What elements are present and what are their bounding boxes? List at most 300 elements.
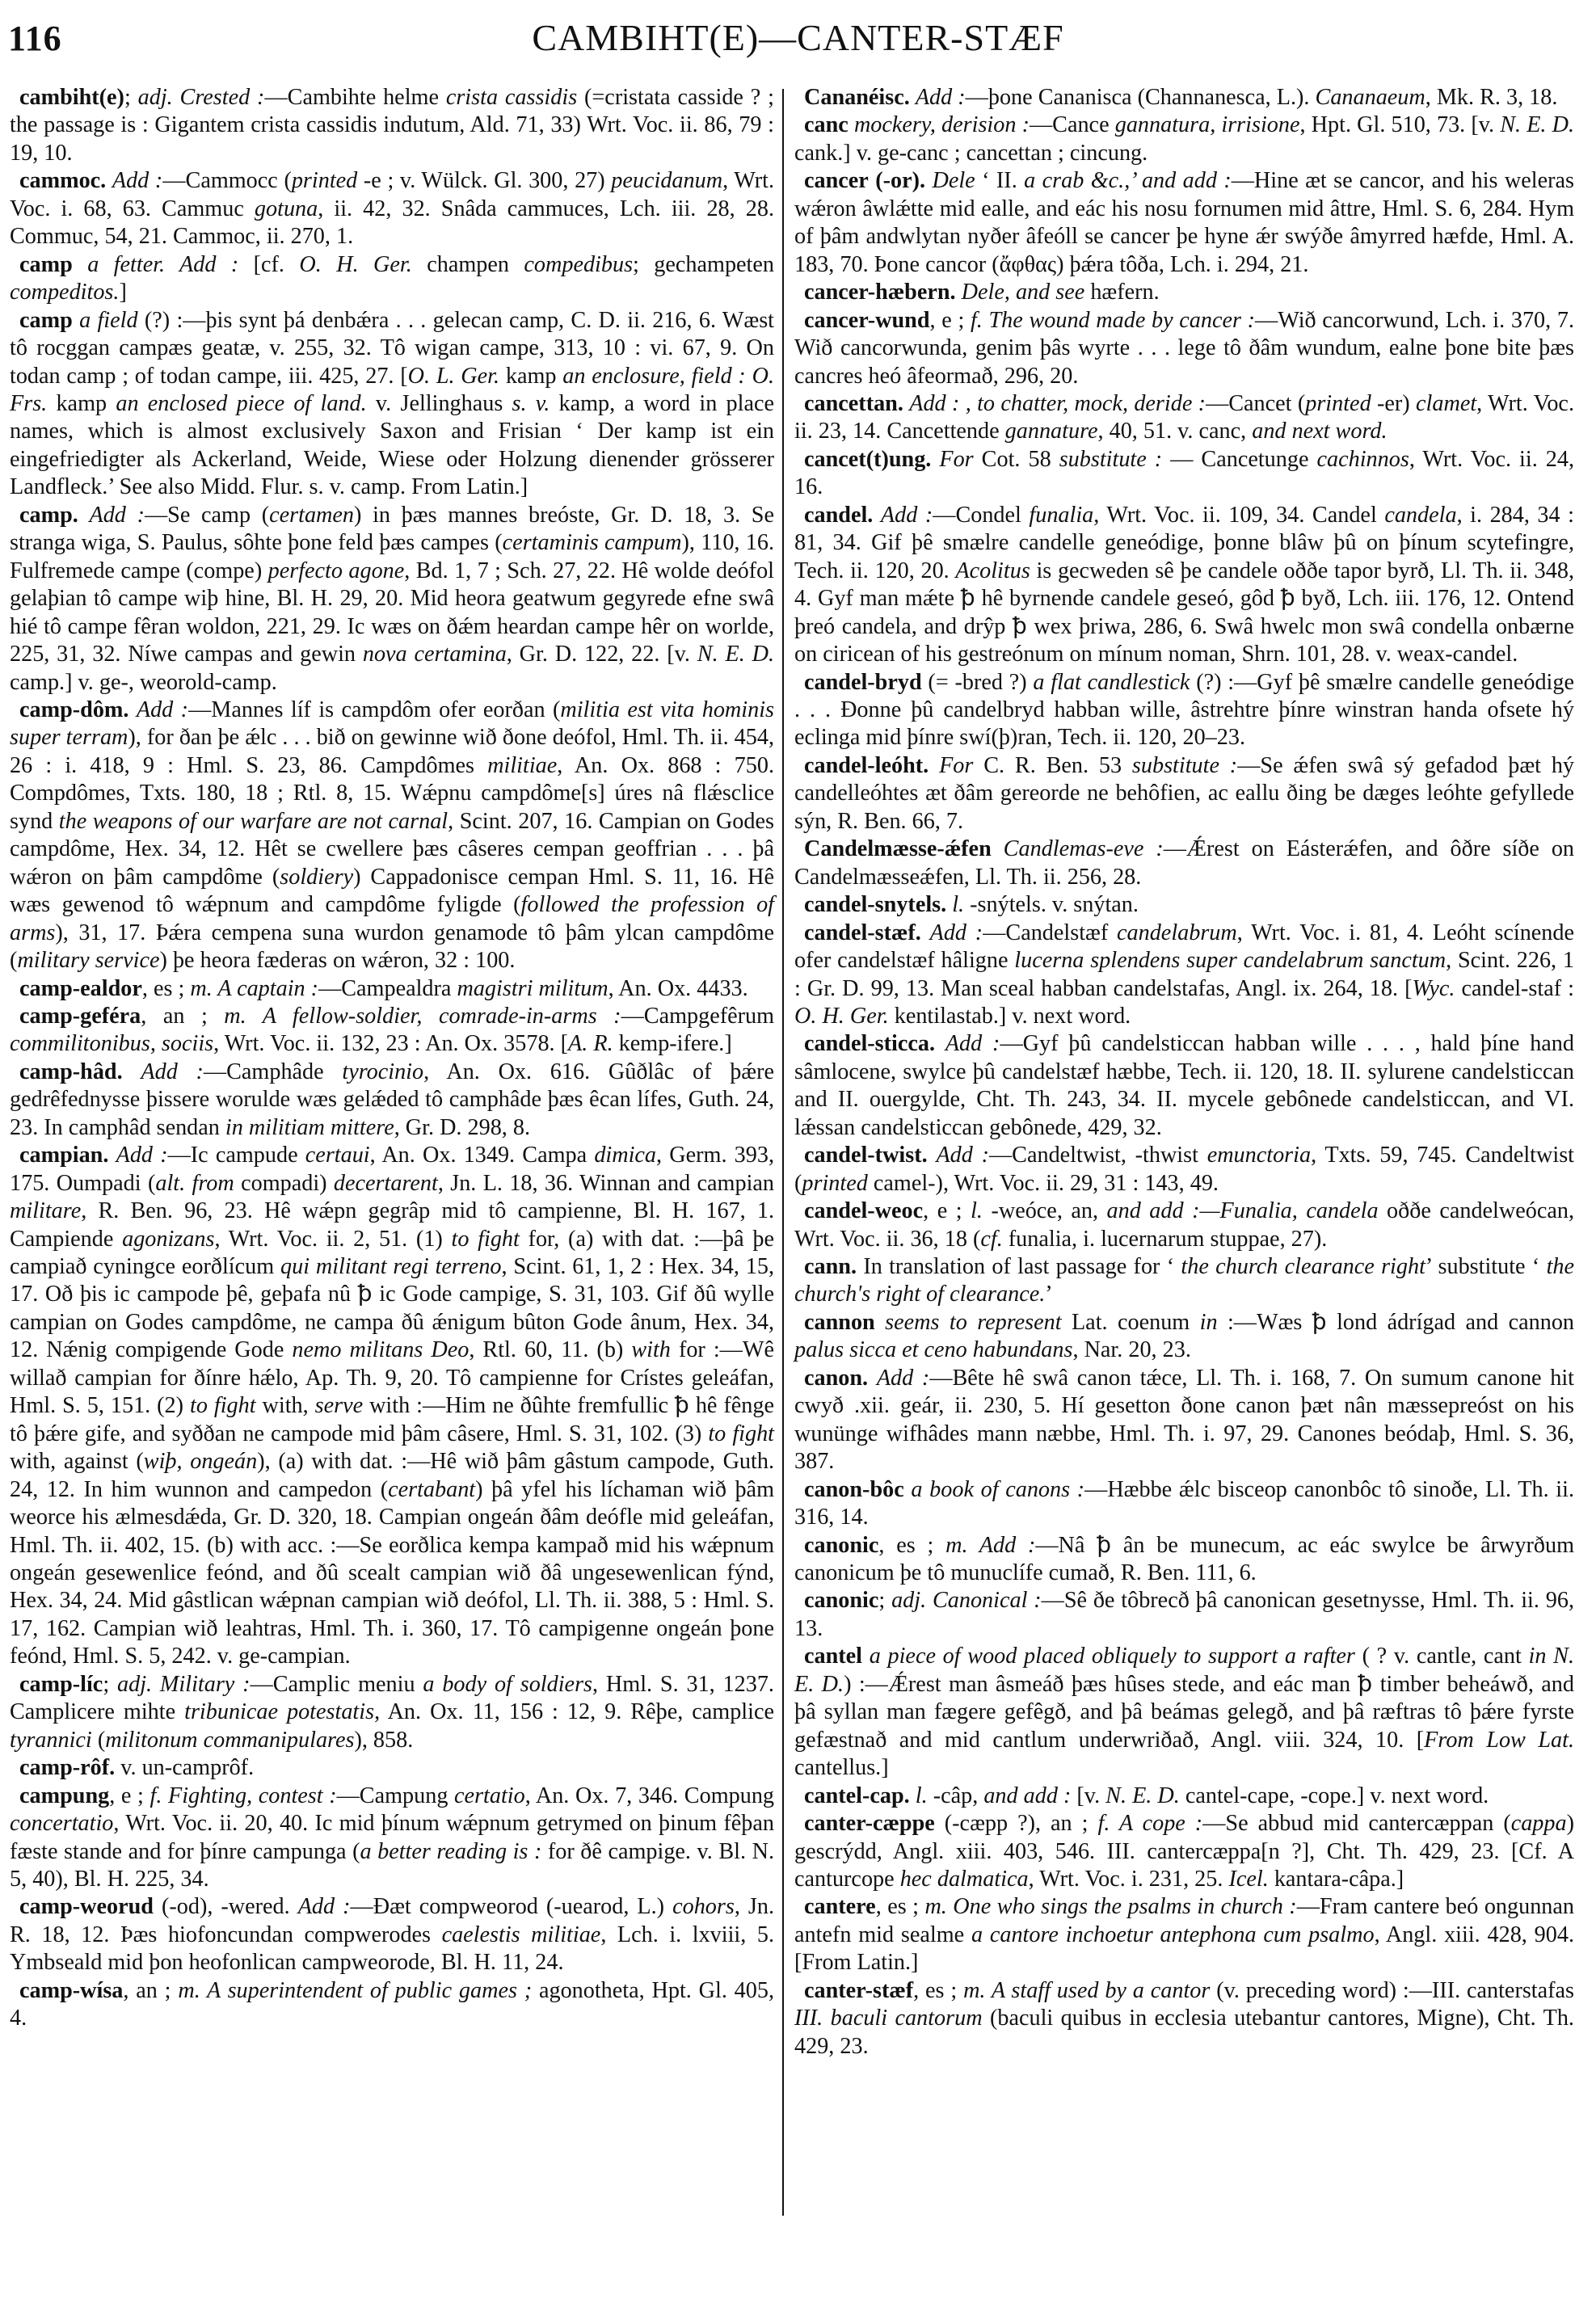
- italic-text: emunctoria: [1206, 1143, 1312, 1168]
- entry-text: , Txts. 59, 745. Candeltwist (: [794, 1143, 1575, 1196]
- headword: cammoc.: [19, 168, 107, 194]
- italic-text: in N. E. D.: [794, 1644, 1574, 1697]
- entry-text: , Mk. R. 3, 18.: [1425, 85, 1558, 110]
- italic-text: lucerna splendens super candelabrum sanctum: [1014, 948, 1447, 974]
- italic-text: N. E. D.: [1105, 1783, 1180, 1808]
- entry-text: , An. Ox. 4433.: [608, 975, 748, 1001]
- italic-text: and add :: [983, 1783, 1072, 1808]
- entry-text: , Wrt. Voc. ii. 24, 16.: [794, 446, 1575, 500]
- italic-text: and add :—Funalia, candela: [1106, 1198, 1379, 1224]
- dictionary-entry: [794, 1643, 1574, 1782]
- entry-text: —Ic campude: [167, 1143, 305, 1168]
- italic-text: For: [939, 446, 974, 472]
- entry-text: , Bd. 1, 7 ; Sch. 27, 22. Hê wolde deófol gelaþian tô campe wiþ hine, Bl. H. 29, 20. Mid heora geatwum gegyrede efne swâ hié tô campe fêran woldon, 221, 29. Ic wæs on ðǽm heardan campe hêr on worlde, 225, 31, 32. Níwe campas and gewin: [10, 558, 774, 667]
- entry-text: kamp: [499, 363, 563, 389]
- italic-text: Add :: [880, 502, 933, 528]
- headword: canon-bôc: [804, 1476, 904, 1502]
- dictionary-entry: [794, 1810, 1574, 1893]
- dictionary-entry: [794, 1977, 1574, 2061]
- running-head: CAMBIHT(E)—CANTER-STÆF: [532, 17, 1064, 58]
- page-number: 116: [8, 19, 62, 58]
- dictionary-entry: [10, 307, 774, 502]
- italic-text: Dele: [932, 168, 975, 194]
- entry-text: , Nar. 20, 23.: [1072, 1337, 1191, 1363]
- italic-text: a flat candlestick: [1033, 669, 1190, 695]
- headword: canter-cæppe: [804, 1811, 935, 1837]
- italic-text: candelabrum: [1117, 920, 1237, 945]
- dictionary-entry: [794, 891, 1574, 919]
- headword: canc: [804, 112, 849, 138]
- entry-text: ; gechampeten: [633, 251, 774, 277]
- entry-text: , Jn. L. 18, 36. Winnan and campian: [437, 1170, 775, 1196]
- italic-text: decertarent: [333, 1170, 438, 1196]
- entry-text: —Candeltwist, -thwist: [988, 1143, 1207, 1168]
- entry-text: [v.: [1071, 1783, 1106, 1808]
- entry-text: , An. Ox. 616. Gûðlâc of þǽre gedrêfednysse þissere worulde wæs gelǽded tô camphâde þæs êcan lífes, Guth. 24, 23. In camphâd sendan: [10, 1059, 775, 1140]
- entry-text: , Wrt. Voc. ii. 2, 51. (1): [214, 1226, 452, 1252]
- dictionary-entry: [10, 1671, 774, 1754]
- headword: canonic: [804, 1532, 879, 1558]
- entry-text: kamp, a word in place names, which is almost exclusively Saxon and Frisian ‘ Der kamp ist ein eingefriedigter als Ackerland, Weide, Wiese oder Holzung dienender grösserer Landfleck.’ See also Midd. Flur. s. v. camp. From Latin.]: [10, 390, 775, 500]
- dictionary-entry: [794, 1309, 1574, 1365]
- dictionary-entry: [794, 279, 1574, 306]
- entry-text: [869, 168, 875, 193]
- dictionary-entry: [794, 1030, 1574, 1142]
- entry-text: ;: [103, 1671, 118, 1697]
- entry-text: ’: [1045, 1282, 1053, 1307]
- entry-text: , an ;: [141, 1003, 225, 1029]
- entry-text: [931, 447, 939, 472]
- entry-text: [935, 1031, 945, 1056]
- entry-text: [108, 1143, 116, 1168]
- entry-text: kentilastab.] v. next word.: [888, 1003, 1131, 1029]
- entry-text: with :—Him ne ðûhte fremfullic ꝥ hê fênge tô þǽre gife, and syððan ne campode mid þâm câsere, Hml. S. 31, 102. (3): [10, 1393, 774, 1446]
- entry-text: , Wrt. Voc. i. 81, 4. Leóht scínende ofer candelstæf hâligne: [794, 920, 1574, 974]
- italic-text: l.: [971, 1198, 983, 1224]
- entry-text: ( ? v. cantle, cant: [1354, 1644, 1529, 1669]
- italic-text: Candlemas-eve :: [1003, 836, 1164, 862]
- entry-text: ’ substitute ‘: [1425, 1254, 1547, 1280]
- italic-text: compedibus: [524, 251, 634, 277]
- headword: camp.: [19, 502, 78, 528]
- dictionary-entry: [10, 1977, 774, 2033]
- dictionary-entry: [794, 390, 1574, 446]
- entry-text: champen: [411, 251, 524, 277]
- entry-text: ), (a) with dat. :—Hê wið þâm gâstum campode, Guth. 24, 12. In him wunnon and campedon (: [10, 1449, 774, 1502]
- entry-text: candel-staf :: [1455, 975, 1574, 1001]
- entry-text: (?) :—þis synt þá denbǽra . . . gelecan camp, C. D. ii. 216, 6. Wæst tô rocggan campæs geatæ, v. 255, 32. Tô wigan campe, 313, 10 : vi. 67, 9. On todan camp ; of todan campe, iii. 425, 27. [: [10, 307, 774, 389]
- italic-text: Dele, and see: [961, 280, 1085, 305]
- headword: candel-stæf.: [804, 920, 921, 945]
- headword: camp: [19, 307, 73, 333]
- italic-text: a crab &c.,’ and add :: [1024, 168, 1232, 194]
- entry-text: , Wrt. Voc. i. 68, 63. Cammuc: [10, 168, 775, 221]
- dictionary-entry: [10, 697, 774, 975]
- entry-text: kemp-ifere.]: [613, 1031, 732, 1057]
- italic-text: m. A staff used by a cantor: [963, 1977, 1211, 2003]
- italic-text: and next word.: [1252, 419, 1388, 444]
- entry-text: —Campealdra: [318, 975, 457, 1001]
- entry-text: for :—Wê willað campian for ðínre hǽlo, Ap. Th. 9, 20. Tô campienne for Crístes geleáfan, Hml. S. 5, 151. (2): [10, 1337, 774, 1419]
- italic-text: concertatio: [10, 1811, 114, 1837]
- italic-text: wiþ, ongeán: [143, 1449, 258, 1475]
- headword: cancer: [804, 168, 869, 194]
- dictionary-entry: [794, 669, 1574, 752]
- entry-text: —Se camp (: [144, 502, 270, 528]
- italic-text: clamet: [1416, 390, 1477, 416]
- entry-text: —Nâ ꝥ ân be munecum, ac eác swylce be ârwyrðum canonicum þe tô munuclífe cumað, R. Ben. 111, 6.: [794, 1532, 1575, 1586]
- entry-text: , Gr. D. 298, 8.: [394, 1114, 531, 1140]
- entry-text: ;: [878, 1588, 892, 1614]
- entry-text: ), 110, 16. Fulfremede campe (compe): [10, 530, 774, 583]
- entry-text: ) Cappadonisce cempan Hml. S. 11, 16. Hê wæs gewenod tô wǽpnum and campdôme fyligde (: [10, 864, 775, 918]
- italic-text: a better reading is :: [360, 1838, 542, 1864]
- italic-text: with: [631, 1337, 671, 1363]
- italic-text: cachinnos: [1316, 446, 1409, 472]
- italic-text: certabant: [388, 1476, 476, 1502]
- entry-text: with, against (: [10, 1449, 144, 1475]
- headword: camp-rôf.: [19, 1755, 116, 1781]
- italic-text: a body of soldiers: [423, 1671, 593, 1697]
- entry-text: , Wrt. Voc. ii. 109, 34. Candel: [1093, 502, 1385, 528]
- headword: candel-snytels.: [804, 892, 947, 918]
- italic-text: printed: [802, 1170, 868, 1196]
- entry-text: [106, 168, 112, 193]
- dictionary-entry: [794, 446, 1574, 502]
- headword: candel-bryd: [804, 669, 922, 695]
- entry-text: —Se ǽfen swâ sý gefadod þæt hý candelleóhtes æt ðâm gereorde ne behôfien, ac eallu ðing be dæges leóhte gefyllede sýn, R. Ben. 66, 7.: [794, 752, 1575, 834]
- entry-text: —Camphâde: [203, 1059, 343, 1084]
- entry-text: (?) :—Gyf þê smælre candelle geneódige . . . Ðonne þû candelbryd habban wille, âstrehtre þínre winstran handa ofsete hý eclinga mid þínre swí(þ)ran, Tech. ii. 120, 20–23.: [794, 669, 1574, 751]
- entry-text: (-cæpp ?), an ;: [934, 1811, 1098, 1837]
- entry-text: , es ;: [878, 1532, 946, 1558]
- entry-text: [929, 753, 939, 778]
- entry-text: [910, 85, 916, 110]
- italic-text: m. Add :: [945, 1532, 1036, 1558]
- italic-text: A. R.: [568, 1031, 613, 1057]
- italic-text: f. The wound made by cancer :: [970, 307, 1256, 333]
- entry-text: agonotheta, Hpt. Gl. 405, 4.: [10, 1977, 775, 2031]
- italic-text: From Low Lat.: [1424, 1727, 1574, 1753]
- entry-text: [73, 252, 87, 277]
- entry-text: [868, 1366, 877, 1391]
- entry-text: —Ǽrest on Eásterǽfen, and ôðre síðe on Candelmæsseǽfen, Ll. Th. ii. 256, 28.: [794, 836, 1575, 890]
- headword: campung: [19, 1783, 110, 1808]
- entry-text: , Jn. R. 18, 12. Þæs hiofoncundan compwerodes: [10, 1894, 774, 1947]
- italic-text: Wyc.: [1412, 975, 1455, 1001]
- italic-text: an enclosed piece of land.: [116, 390, 367, 416]
- italic-text: For: [939, 752, 974, 778]
- entry-text: —Campung: [336, 1783, 455, 1808]
- dictionary-entry: [10, 84, 774, 167]
- italic-text: printed: [1305, 390, 1371, 416]
- italic-text: O. L. Ger.: [407, 363, 500, 389]
- dictionary-entry: [10, 1783, 774, 1894]
- entry-text: —Cambihte helme: [264, 85, 446, 110]
- italic-text: funalia: [1029, 502, 1094, 528]
- italic-text: certatio: [454, 1783, 525, 1808]
- italic-text: alt. from: [155, 1170, 234, 1196]
- entry-text: —Condel: [933, 502, 1030, 528]
- entry-text: , Hpt. Gl. 510, 73. [v.: [1299, 112, 1501, 138]
- entry-text: , es ;: [913, 1977, 964, 2003]
- entry-text: camel-), Wrt. Voc. ii. 29, 31 : 143, 49.: [867, 1170, 1219, 1196]
- entry-text: oððe candelweócan, Wrt. Voc. ii. 36, 18 (: [794, 1198, 1575, 1252]
- dictionary-entry: [794, 167, 1574, 279]
- italic-text: magistri militum: [457, 975, 609, 1001]
- entry-text: , e ;: [109, 1783, 150, 1808]
- entry-text: funalia, i. lucernarum stuppae, 27).: [1002, 1226, 1328, 1252]
- entry-text: ) gescrýdd, Angl. xiii. 403, 546. III. cantercæppa[n ?], Cht. Th. 429, 23. [Cf. A canturcope: [794, 1811, 1574, 1892]
- entry-text: for ðê campige. v. Bl. N. 5, 40), Bl. H. 225, 34.: [10, 1838, 775, 1892]
- dictionary-entry: [794, 1142, 1574, 1198]
- italic-text: caelestis militiae: [441, 1922, 601, 1947]
- entry-text: —þone Cananisca (Channanesca, L.).: [965, 85, 1316, 110]
- italic-text: to fight: [451, 1226, 520, 1252]
- entry-text: compadi): [234, 1170, 334, 1196]
- italic-text: tyrocinio: [342, 1059, 424, 1084]
- entry-text: cank.] v. ge-canc ; cancettan ; cincung.: [794, 140, 1148, 166]
- entry-text: —Candelstæf: [983, 920, 1118, 945]
- dictionary-entry: [794, 1893, 1574, 1976]
- dictionary-entry: [794, 112, 1574, 167]
- entry-text: [873, 503, 881, 528]
- headword: camp-dôm.: [19, 697, 129, 722]
- entry-text: , 40, 51. v. canc,: [1097, 419, 1253, 444]
- entry-text: , Wrt. Voc. ii. 23, 14. Cancettende: [794, 390, 1574, 444]
- entry-text: , Scint. 61, 1, 2 : Hex. 34, 15, 17. Oð þis ic campode þê, geþafa nû ꝥ ic Gode campige, S. 31, 103. Gif ðû wylle campian on Godes campdôme, ne campa ðû ǽnigum bûton Gode ânum, Hex. 34, 12. Nǽnig compigende Gode: [10, 1254, 774, 1363]
- headword: cambiht(e): [19, 85, 124, 110]
- italic-text: l.: [952, 892, 965, 918]
- entry-text: —Camplic meniu: [250, 1671, 423, 1697]
- entry-text: , ii. 42, 32. Snâda cammuces, Lch. iii. 28, 28. Commuc, 54, 21. Cammoc, ii. 270, 1.: [10, 196, 774, 250]
- headword: candel-leóht.: [804, 752, 929, 778]
- entry-text: , Wrt. Voc. ii. 20, 40. Ic mid þínum wǽpnum getrymed on þinum fêþan fæste stande and for þínre campunga (: [10, 1811, 774, 1864]
- entry-text: [73, 308, 79, 333]
- entry-text: (-od), -wered.: [153, 1894, 298, 1920]
- entry-text: [910, 1783, 916, 1808]
- entry-text: , es ;: [141, 975, 191, 1001]
- italic-text: Cananaeum: [1315, 85, 1425, 110]
- entry-text: kamp: [47, 390, 116, 416]
- italic-text: m. A superintendent of public games ;: [178, 1977, 533, 2003]
- italic-text: soldiery: [280, 864, 354, 890]
- dictionary-entry: [794, 920, 1574, 1031]
- entry-text: , An. Ox. 7, 346. Compung: [524, 1783, 775, 1808]
- italic-text: Add : , to chatter, mock, deride :: [909, 390, 1206, 416]
- italic-text: s. v.: [512, 390, 550, 416]
- italic-text: the weapons of our warfare are not carnal: [58, 808, 448, 834]
- italic-text: adj. Canonical :: [891, 1588, 1042, 1614]
- italic-text: a field: [79, 307, 138, 333]
- entry-text: [128, 697, 136, 722]
- italic-text: perfecto agone: [267, 558, 405, 583]
- headword: canter-stæf: [804, 1977, 914, 2003]
- entry-text: with,: [255, 1393, 315, 1419]
- entry-text: -câp,: [927, 1783, 984, 1808]
- entry-text: [78, 503, 90, 528]
- italic-text: III. baculi cantorum: [794, 2006, 983, 2031]
- dictionary-entry: [10, 167, 774, 250]
- headword: candel-sticca.: [804, 1031, 936, 1057]
- italic-text: cohors: [672, 1894, 735, 1920]
- entry-text: -er): [1371, 390, 1417, 416]
- italic-text: followed the profession of arms: [10, 892, 775, 945]
- entry-text: [956, 280, 962, 305]
- entry-text: , Germ. 393, 175. Oumpadi (: [10, 1143, 775, 1196]
- italic-text: nova certamina: [362, 642, 507, 667]
- italic-text: certamen: [269, 502, 355, 528]
- entry-text: cantel-cape, -cope.] v. next word.: [1179, 1783, 1489, 1808]
- dictionary-entry: [794, 752, 1574, 836]
- italic-text: tyrannici: [10, 1727, 92, 1753]
- italic-text: tribunicae potestatis: [184, 1699, 375, 1725]
- entry-text: ‘ II.: [975, 168, 1025, 194]
- entry-text: kantara-câpa.]: [1268, 1867, 1404, 1892]
- italic-text: Add :: [945, 1031, 1000, 1057]
- entry-text: , an ;: [123, 1977, 179, 2003]
- italic-text: m. One who sings the psalms in church :: [924, 1894, 1297, 1920]
- entry-text: -e ; v. Wülck. Gl. 300, 27): [357, 168, 612, 194]
- dictionary-entry: [794, 1587, 1574, 1643]
- italic-text: adj. Crested :: [137, 85, 265, 110]
- italic-text: adj. Military :: [117, 1671, 251, 1697]
- entry-text: [875, 1310, 885, 1335]
- entry-text: , Lch. i. lxviii, 5. Ymbseald mid þon heofonlican campweorode, Bl. H. 11, 24.: [10, 1922, 774, 1976]
- italic-text: Add :: [89, 502, 145, 528]
- entry-text: ), for ðan þe ǽlc . . . bið on gewinne wið ðone deófol, Hml. Th. ii. 454, 26 : i. 418, 9 : Hml. S. 23, 86. Campdômes: [10, 725, 774, 778]
- entry-text: — Cancetunge: [1162, 446, 1317, 472]
- entry-text: —Bête hê swâ canon tǽce, Ll. Th. i. 168, 7. On sumum canone hit cwyð .xii. geár, ii. 230, 5. Hí gesetton ðone canon þæt nân mæssepreóst on his wunünge wifhâdes mann næbbe, Hml. Th. i. 97, 29. Canones beódaþ, Hml. S. 36, 387.: [794, 1365, 1575, 1475]
- italic-text: cappa: [1510, 1811, 1567, 1837]
- dictionary-entry: [794, 1783, 1574, 1810]
- entry-text: C. R. Ben. 53: [973, 752, 1132, 778]
- entry-text: v. Jellinghaus: [366, 390, 512, 416]
- italic-text: f. A cope :: [1097, 1811, 1203, 1837]
- entry-text: , Wrt. Voc. ii. 132, 23 : An. Ox. 3578. [: [213, 1031, 569, 1057]
- entry-text: —Mannes líf is campdôm ofer eorðan (: [188, 697, 561, 722]
- italic-text: military service: [17, 948, 160, 974]
- entry-text: —Sê ðe tôbrecð þâ canonican gesetnysse, Hml. Th. ii. 96, 13.: [794, 1588, 1574, 1641]
- italic-text: militiae: [487, 752, 558, 778]
- dictionary-entry: [794, 1476, 1574, 1532]
- italic-text: N. E. D.: [1500, 112, 1574, 138]
- dictionary-entry: [794, 1365, 1574, 1476]
- entry-text: v. un-camprôf.: [115, 1755, 255, 1781]
- bold-text: (-or).: [875, 168, 926, 194]
- entry-text: , e ;: [923, 1198, 971, 1224]
- italic-text: l.: [915, 1783, 928, 1808]
- entry-text: (=cristata casside ? ; the passage is : Gigantem crista cassidis indutum, Ald. 71, 33) Wrt. Voc. ii. 86, 79 : 19, 10.: [10, 85, 774, 166]
- italic-text: dimica: [594, 1143, 657, 1168]
- entry-text: ) :—Ǽrest man âsmeáð þæs hûses stede, and eác man ꝥ timber beheáwð, and þâ syllan man fægere gefêgð, and þâ beámas gelegð, and þâ ræftras tô þǽre fyrste gefæstnað and mid cantlum underwriðað, Angl. viii. 324, 10. [: [794, 1671, 1574, 1753]
- entry-text: —Hæbbe ǽlc bisceop canonbôc tô sinoðe, Ll. Th. ii. 316, 14.: [794, 1476, 1574, 1530]
- headword: cann.: [804, 1254, 857, 1280]
- entry-text: hæfern.: [1084, 280, 1160, 305]
- headword: candel-weoc: [804, 1198, 924, 1224]
- headword: camp-weorud: [19, 1894, 154, 1920]
- italic-text: militare: [10, 1198, 82, 1224]
- italic-text: substitute :: [1059, 446, 1163, 472]
- italic-text: certaui: [305, 1143, 370, 1168]
- entry-text: —Hine æt se cancor, and his weleras wǽron âwlǽtte mid ealle, and eác his nosu fornumen mid âttre, Hml. S. 6, 284. Hym of þâm andwlytan nyðer âfeóll se cancer þe hyne ǽr swýðe âmyrred hæfde, Hml. A. 183, 70. Þone cancor (ἄφθας) þǽra tôða, Lch. i. 294, 21.: [794, 168, 1574, 277]
- entry-text: cantellus.]: [794, 1755, 889, 1781]
- entry-text: [928, 1143, 937, 1168]
- entry-text: , Gr. D. 122, 22. [v.: [506, 642, 697, 667]
- headword: canonic: [804, 1588, 879, 1614]
- italic-text: substitute :: [1131, 752, 1238, 778]
- italic-text: f. Fighting, contest :: [149, 1783, 337, 1808]
- headword: camp-wísa: [19, 1977, 124, 2003]
- entry-text: , Rtl. 60, 11. (b): [469, 1337, 632, 1363]
- entry-text: Lat. coenum: [1061, 1309, 1200, 1335]
- italic-text: m. A captain :: [190, 975, 319, 1001]
- entry-text: , Hml. S. 31, 1237. Camplicere mihte: [10, 1671, 774, 1725]
- dictionary-entry: [10, 975, 774, 1003]
- column-right: [794, 84, 1574, 2061]
- italic-text: to fight: [189, 1393, 256, 1419]
- italic-text: certaminis campum: [502, 530, 682, 556]
- dictionary-entry: [794, 836, 1574, 891]
- italic-text: Add :: [116, 1143, 168, 1168]
- entry-text: —Gyf þû candelsticcan habban wille . . . , hald þíne hand sâmlocene, swylce þû candelstæf hæbbe, Tech. ii. 120, 18. II. sylurene candelsticcan and II. ouergylde, Cht. Th. 243, 34. II. mycele gebônede candelsticcan, and VI. lǽssan candelsticcan gebônede, 429, 32.: [794, 1031, 1574, 1140]
- italic-text: a book of canons :: [911, 1476, 1085, 1502]
- entry-text: [849, 112, 854, 137]
- italic-text: the church clearance right: [1181, 1254, 1425, 1280]
- entry-text: , R. Ben. 96, 23. Hê wǽpn gegrâp mid tô campienne, Bl. H. 167, 1. Campiende: [10, 1198, 774, 1252]
- italic-text: Add :: [936, 1143, 989, 1168]
- italic-text: gannatura, irrisione: [1114, 112, 1300, 138]
- entry-text: —Cance: [1029, 112, 1115, 138]
- italic-text: O. H. Ger.: [299, 251, 412, 277]
- entry-text: ]: [119, 280, 127, 305]
- entry-text: , es ;: [875, 1894, 925, 1920]
- dictionary-entry: [10, 251, 774, 307]
- entry-text: [921, 920, 930, 945]
- entry-text: for, (a) with dat. :—þâ þe campiað cyningce eorðlícum: [10, 1226, 775, 1280]
- entry-text: [cf.: [238, 251, 300, 277]
- entry-text: , i. 284, 34 : 81, 34. Gif þê smælre candelle geneódige, þonne blâw þû on þínum scytefingre, Tech. ii. 120, 20.: [794, 502, 1574, 583]
- entry-text: —Cancet (: [1206, 390, 1306, 416]
- entry-text: ) in þæs mannes breóste, Gr. D. 18, 3. Se stranga wiga, S. Paulus, sôhte þone feld þæs campes (: [10, 502, 774, 556]
- headword: cantel: [804, 1644, 863, 1669]
- headword: cantel-cap.: [804, 1783, 910, 1808]
- entry-text: , e ;: [929, 307, 971, 333]
- entry-text: [862, 1644, 870, 1669]
- dictionary-entry: [10, 1893, 774, 1976]
- italic-text: nemo militans Deo: [292, 1337, 470, 1363]
- italic-text: Add :: [112, 168, 163, 194]
- italic-text: militia est vita hominis super terram: [10, 697, 775, 751]
- dictionary-entry: [794, 84, 1574, 112]
- entry-text: In translation of last passage for ‘: [857, 1254, 1181, 1280]
- headword: cancer-wund: [804, 307, 930, 333]
- italic-text: commilitonibus, sociis: [10, 1031, 214, 1057]
- italic-text: mockery, derision :: [853, 112, 1030, 138]
- italic-text: gannature: [1004, 419, 1098, 444]
- entry-text: is gecweden sê þe candele oððe tapor byrð, Ll. Th. ii. 348, 4. Gyf man mǽte ꝥ hê byrnende candele geseó, gôd ꝥ byð, Lch. iii. 176, 12. Ontend þreó candela, and drŷp ꝥ wex þriwa, 286, 6. Swâ hwelc mon swâ condella onbærne on ciricean of his gestreónum on mínum noman, Shrn. 101, 28. v. weax-candel.: [794, 558, 1574, 667]
- entry-text: , Scint. 226, 1 : Gr. D. 99, 13. Man sceal habban candelstafas, Angl. ix. 264, 18. [: [794, 948, 1574, 1001]
- italic-text: compeditos.: [10, 280, 120, 305]
- dictionary-entry: [794, 1198, 1574, 1253]
- entry-text: -weóce, an,: [982, 1198, 1107, 1224]
- dictionary-entry: [10, 1003, 774, 1059]
- entry-text: , Scint. 207, 16. Campian on Godes campdôme, Hex. 34, 12. Hêt se cwellere þæs câseres cempan geoffrian . . . þâ wǽron on þâm campdôme (: [10, 808, 774, 890]
- entry-text: —Cammocc (: [162, 168, 292, 194]
- entry-text: Cot. 58: [973, 446, 1059, 472]
- entry-text: (baculi quibus in ecclesia utebantur cantores, Migne), Cht. Th. 429, 23.: [794, 2006, 1574, 2059]
- headword: canon.: [804, 1365, 869, 1391]
